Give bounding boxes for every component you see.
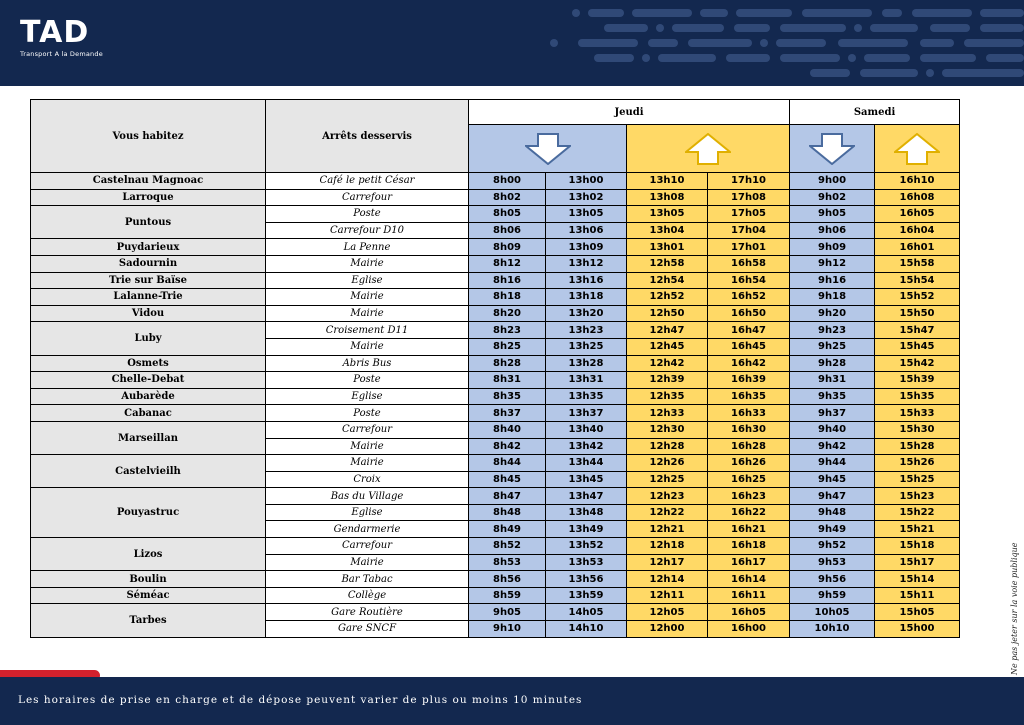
town-cell: Trie sur Baïse bbox=[31, 272, 266, 289]
stop-cell: Eglise bbox=[266, 272, 469, 289]
table-row bbox=[31, 421, 960, 438]
time-cell: 12h33 bbox=[627, 405, 708, 422]
time-cell: 16h50 bbox=[708, 305, 790, 322]
time-cell: 16h00 bbox=[708, 621, 790, 638]
time-cell: 16h21 bbox=[708, 521, 790, 538]
table-row bbox=[31, 173, 960, 190]
time-cell: 12h23 bbox=[627, 488, 708, 505]
time-cell: 13h53 bbox=[546, 554, 627, 571]
time-cell: 9h35 bbox=[790, 388, 875, 405]
time-cell: 8h56 bbox=[469, 571, 546, 588]
stop-cell: Carrefour D10 bbox=[266, 222, 469, 239]
town-cell: Lizos bbox=[31, 538, 266, 571]
time-cell: 15h18 bbox=[875, 538, 960, 555]
town-cell: Vidou bbox=[31, 305, 266, 322]
time-cell: 16h26 bbox=[708, 455, 790, 472]
time-cell: 12h58 bbox=[627, 255, 708, 272]
time-cell: 12h28 bbox=[627, 438, 708, 455]
time-cell: 13h25 bbox=[546, 338, 627, 355]
stop-cell: Poste bbox=[266, 372, 469, 389]
table-row bbox=[31, 604, 960, 621]
time-cell: 9h20 bbox=[790, 305, 875, 322]
time-cell: 12h25 bbox=[627, 471, 708, 488]
time-cell: 15h42 bbox=[875, 355, 960, 372]
time-cell: 13h09 bbox=[546, 239, 627, 256]
town-cell: Sadournin bbox=[31, 255, 266, 272]
time-cell: 12h26 bbox=[627, 455, 708, 472]
time-cell: 12h39 bbox=[627, 372, 708, 389]
time-cell: 12h45 bbox=[627, 338, 708, 355]
time-cell: 9h42 bbox=[790, 438, 875, 455]
time-cell: 14h10 bbox=[546, 621, 627, 638]
time-cell: 9h09 bbox=[790, 239, 875, 256]
time-cell: 16h52 bbox=[708, 289, 790, 306]
town-cell: Puydarieux bbox=[31, 239, 266, 256]
time-cell: 12h42 bbox=[627, 355, 708, 372]
town-cell: Puntous bbox=[31, 206, 266, 239]
table-row bbox=[31, 305, 960, 322]
footer-note: Les horaires de prise en charge et de dépose peuvent varier de plus ou moins 10 minutes bbox=[18, 694, 583, 706]
time-cell: 12h50 bbox=[627, 305, 708, 322]
time-cell: 15h33 bbox=[875, 405, 960, 422]
time-cell: 13h12 bbox=[546, 255, 627, 272]
time-cell: 8h44 bbox=[469, 455, 546, 472]
stop-cell: Mairie bbox=[266, 289, 469, 306]
time-cell: 12h00 bbox=[627, 621, 708, 638]
time-cell: 16h08 bbox=[875, 189, 960, 206]
time-cell: 16h42 bbox=[708, 355, 790, 372]
time-cell: 16h45 bbox=[708, 338, 790, 355]
time-cell: 13h49 bbox=[546, 521, 627, 538]
time-cell: 9h10 bbox=[469, 621, 546, 638]
time-cell: 16h05 bbox=[708, 604, 790, 621]
time-cell: 9h02 bbox=[790, 189, 875, 206]
town-cell: Luby bbox=[31, 322, 266, 355]
time-cell: 16h25 bbox=[708, 471, 790, 488]
table-row bbox=[31, 372, 960, 389]
time-cell: 16h35 bbox=[708, 388, 790, 405]
time-cell: 16h11 bbox=[708, 587, 790, 604]
time-cell: 8h20 bbox=[469, 305, 546, 322]
time-cell: 9h40 bbox=[790, 421, 875, 438]
time-cell: 16h18 bbox=[708, 538, 790, 555]
stop-cell: Mairie bbox=[266, 305, 469, 322]
logo-subtitle: Transport A la Demande bbox=[20, 50, 103, 58]
time-cell: 9h56 bbox=[790, 571, 875, 588]
schedule-table bbox=[30, 99, 960, 638]
time-cell: 13h45 bbox=[546, 471, 627, 488]
table-row bbox=[31, 189, 960, 206]
stop-cell: Mairie bbox=[266, 438, 469, 455]
time-cell: 12h22 bbox=[627, 504, 708, 521]
time-cell: 9h45 bbox=[790, 471, 875, 488]
time-cell: 16h22 bbox=[708, 504, 790, 521]
town-cell: Castelnau Magnoac bbox=[31, 173, 266, 190]
table-row bbox=[31, 587, 960, 604]
time-cell: 12h05 bbox=[627, 604, 708, 621]
time-cell: 17h05 bbox=[708, 206, 790, 223]
time-cell: 8h18 bbox=[469, 289, 546, 306]
time-cell: 8h02 bbox=[469, 189, 546, 206]
time-cell: 16h28 bbox=[708, 438, 790, 455]
time-cell: 13h06 bbox=[546, 222, 627, 239]
time-cell: 16h54 bbox=[708, 272, 790, 289]
stop-cell: Eglise bbox=[266, 504, 469, 521]
time-cell: 8h45 bbox=[469, 471, 546, 488]
time-cell: 8h53 bbox=[469, 554, 546, 571]
decorative-dots-pattern bbox=[540, 2, 1024, 82]
time-cell: 13h00 bbox=[546, 173, 627, 190]
table-row bbox=[31, 272, 960, 289]
time-cell: 15h45 bbox=[875, 338, 960, 355]
time-cell: 15h22 bbox=[875, 504, 960, 521]
time-cell: 12h52 bbox=[627, 289, 708, 306]
stop-cell: Carrefour bbox=[266, 538, 469, 555]
time-cell: 12h47 bbox=[627, 322, 708, 339]
time-cell: 9h52 bbox=[790, 538, 875, 555]
time-cell: 13h05 bbox=[546, 206, 627, 223]
arrow-up-icon bbox=[894, 133, 940, 165]
table-row bbox=[31, 355, 960, 372]
time-cell: 16h14 bbox=[708, 571, 790, 588]
table-row bbox=[31, 405, 960, 422]
stop-cell: Mairie bbox=[266, 455, 469, 472]
time-cell: 9h00 bbox=[790, 173, 875, 190]
time-cell: 9h47 bbox=[790, 488, 875, 505]
time-cell: 9h25 bbox=[790, 338, 875, 355]
time-cell: 9h05 bbox=[790, 206, 875, 223]
time-cell: 9h23 bbox=[790, 322, 875, 339]
time-cell: 17h10 bbox=[708, 173, 790, 190]
stop-cell: Eglise bbox=[266, 388, 469, 405]
time-cell: 15h58 bbox=[875, 255, 960, 272]
logo-text: TAD bbox=[20, 15, 90, 50]
stop-cell: Carrefour bbox=[266, 189, 469, 206]
time-cell: 8h05 bbox=[469, 206, 546, 223]
time-cell: 16h10 bbox=[875, 173, 960, 190]
time-cell: 12h35 bbox=[627, 388, 708, 405]
time-cell: 8h31 bbox=[469, 372, 546, 389]
header-arrets-desservis: Arrêts desservis bbox=[266, 100, 469, 173]
time-cell: 16h58 bbox=[708, 255, 790, 272]
time-cell: 13h01 bbox=[627, 239, 708, 256]
time-cell: 8h09 bbox=[469, 239, 546, 256]
stop-cell: Carrefour bbox=[266, 421, 469, 438]
time-cell: 15h26 bbox=[875, 455, 960, 472]
time-cell: 17h08 bbox=[708, 189, 790, 206]
time-cell: 13h40 bbox=[546, 421, 627, 438]
time-cell: 16h23 bbox=[708, 488, 790, 505]
time-cell: 9h59 bbox=[790, 587, 875, 604]
stop-cell: Abris Bus bbox=[266, 355, 469, 372]
stop-cell: Mairie bbox=[266, 338, 469, 355]
table-row bbox=[31, 255, 960, 272]
jeudi-outbound-direction bbox=[469, 125, 627, 173]
table-row bbox=[31, 455, 960, 472]
time-cell: 16h39 bbox=[708, 372, 790, 389]
stop-cell: Mairie bbox=[266, 554, 469, 571]
time-cell: 8h28 bbox=[469, 355, 546, 372]
time-cell: 12h17 bbox=[627, 554, 708, 571]
jeudi-return-direction bbox=[627, 125, 790, 173]
time-cell: 9h12 bbox=[790, 255, 875, 272]
time-cell: 13h16 bbox=[546, 272, 627, 289]
town-cell: Larroque bbox=[31, 189, 266, 206]
time-cell: 12h14 bbox=[627, 571, 708, 588]
stop-cell: Croisement D11 bbox=[266, 322, 469, 339]
time-cell: 8h23 bbox=[469, 322, 546, 339]
samedi-return-direction bbox=[875, 125, 960, 173]
time-cell: 8h35 bbox=[469, 388, 546, 405]
time-cell: 9h44 bbox=[790, 455, 875, 472]
stop-cell: Poste bbox=[266, 405, 469, 422]
town-cell: Lalanne-Trie bbox=[31, 289, 266, 306]
time-cell: 16h47 bbox=[708, 322, 790, 339]
time-cell: 16h17 bbox=[708, 554, 790, 571]
time-cell: 16h04 bbox=[875, 222, 960, 239]
time-cell: 8h25 bbox=[469, 338, 546, 355]
town-cell: Séméac bbox=[31, 587, 266, 604]
time-cell: 17h04 bbox=[708, 222, 790, 239]
time-cell: 15h35 bbox=[875, 388, 960, 405]
town-cell: Castelvieilh bbox=[31, 455, 266, 488]
stop-cell: Croix bbox=[266, 471, 469, 488]
time-cell: 15h52 bbox=[875, 289, 960, 306]
time-cell: 8h42 bbox=[469, 438, 546, 455]
town-cell: Boulin bbox=[31, 571, 266, 588]
time-cell: 8h48 bbox=[469, 504, 546, 521]
time-cell: 13h52 bbox=[546, 538, 627, 555]
footer-banner bbox=[0, 677, 1024, 725]
time-cell: 15h21 bbox=[875, 521, 960, 538]
time-cell: 10h10 bbox=[790, 621, 875, 638]
arrow-down-icon bbox=[809, 133, 855, 165]
town-cell: Tarbes bbox=[31, 604, 266, 637]
stop-cell: Gare Routière bbox=[266, 604, 469, 621]
time-cell: 8h49 bbox=[469, 521, 546, 538]
time-cell: 16h30 bbox=[708, 421, 790, 438]
town-cell: Marseillan bbox=[31, 421, 266, 454]
time-cell: 9h18 bbox=[790, 289, 875, 306]
time-cell: 10h05 bbox=[790, 604, 875, 621]
stop-cell: Collège bbox=[266, 587, 469, 604]
time-cell: 9h49 bbox=[790, 521, 875, 538]
time-cell: 15h00 bbox=[875, 621, 960, 638]
time-cell: 9h05 bbox=[469, 604, 546, 621]
time-cell: 12h30 bbox=[627, 421, 708, 438]
stop-cell: Poste bbox=[266, 206, 469, 223]
time-cell: 13h18 bbox=[546, 289, 627, 306]
time-cell: 15h47 bbox=[875, 322, 960, 339]
time-cell: 9h31 bbox=[790, 372, 875, 389]
time-cell: 13h37 bbox=[546, 405, 627, 422]
time-cell: 13h08 bbox=[627, 189, 708, 206]
side-note: Ne pas jeter sur la voie publique bbox=[1010, 542, 1019, 675]
time-cell: 8h47 bbox=[469, 488, 546, 505]
table-row bbox=[31, 239, 960, 256]
arrow-down-icon bbox=[525, 133, 571, 165]
table-row bbox=[31, 322, 960, 339]
time-cell: 12h11 bbox=[627, 587, 708, 604]
time-cell: 13h35 bbox=[546, 388, 627, 405]
time-cell: 9h48 bbox=[790, 504, 875, 521]
time-cell: 12h18 bbox=[627, 538, 708, 555]
stop-cell: La Penne bbox=[266, 239, 469, 256]
tad-logo bbox=[20, 15, 112, 58]
time-cell: 9h16 bbox=[790, 272, 875, 289]
table-row bbox=[31, 206, 960, 223]
town-cell: Osmets bbox=[31, 355, 266, 372]
time-cell: 15h39 bbox=[875, 372, 960, 389]
arrow-up-icon bbox=[685, 133, 731, 165]
time-cell: 9h06 bbox=[790, 222, 875, 239]
time-cell: 15h25 bbox=[875, 471, 960, 488]
time-cell: 15h23 bbox=[875, 488, 960, 505]
time-cell: 13h10 bbox=[627, 173, 708, 190]
stop-cell: Mairie bbox=[266, 255, 469, 272]
town-cell: Chelle-Debat bbox=[31, 372, 266, 389]
time-cell: 15h05 bbox=[875, 604, 960, 621]
time-cell: 13h20 bbox=[546, 305, 627, 322]
table-row bbox=[31, 388, 960, 405]
time-cell: 15h14 bbox=[875, 571, 960, 588]
time-cell: 15h17 bbox=[875, 554, 960, 571]
time-cell: 13h59 bbox=[546, 587, 627, 604]
town-cell: Cabanac bbox=[31, 405, 266, 422]
time-cell: 15h11 bbox=[875, 587, 960, 604]
time-cell: 9h53 bbox=[790, 554, 875, 571]
stop-cell: Bas du Village bbox=[266, 488, 469, 505]
stop-cell: Bar Tabac bbox=[266, 571, 469, 588]
time-cell: 9h37 bbox=[790, 405, 875, 422]
samedi-outbound-direction bbox=[790, 125, 875, 173]
header-samedi: Samedi bbox=[790, 100, 960, 125]
table-row bbox=[31, 538, 960, 555]
time-cell: 9h28 bbox=[790, 355, 875, 372]
time-cell: 13h44 bbox=[546, 455, 627, 472]
time-cell: 13h04 bbox=[627, 222, 708, 239]
table-row bbox=[31, 488, 960, 505]
time-cell: 13h48 bbox=[546, 504, 627, 521]
header-jeudi: Jeudi bbox=[469, 100, 790, 125]
time-cell: 13h47 bbox=[546, 488, 627, 505]
time-cell: 13h28 bbox=[546, 355, 627, 372]
time-cell: 16h05 bbox=[875, 206, 960, 223]
time-cell: 8h06 bbox=[469, 222, 546, 239]
time-cell: 13h31 bbox=[546, 372, 627, 389]
schedule-body bbox=[31, 173, 960, 638]
time-cell: 14h05 bbox=[546, 604, 627, 621]
time-cell: 15h28 bbox=[875, 438, 960, 455]
time-cell: 13h56 bbox=[546, 571, 627, 588]
table-row bbox=[31, 571, 960, 588]
time-cell: 13h42 bbox=[546, 438, 627, 455]
header-banner bbox=[0, 0, 1024, 86]
time-cell: 12h54 bbox=[627, 272, 708, 289]
time-cell: 16h33 bbox=[708, 405, 790, 422]
map-pin-icon bbox=[90, 20, 112, 46]
time-cell: 16h01 bbox=[875, 239, 960, 256]
time-cell: 8h12 bbox=[469, 255, 546, 272]
time-cell: 8h16 bbox=[469, 272, 546, 289]
time-cell: 8h40 bbox=[469, 421, 546, 438]
time-cell: 8h59 bbox=[469, 587, 546, 604]
time-cell: 8h00 bbox=[469, 173, 546, 190]
table-row bbox=[31, 289, 960, 306]
stop-cell: Café le petit César bbox=[266, 173, 469, 190]
time-cell: 12h21 bbox=[627, 521, 708, 538]
time-cell: 8h37 bbox=[469, 405, 546, 422]
time-cell: 15h54 bbox=[875, 272, 960, 289]
header-vous-habitez: Vous habitez bbox=[31, 100, 266, 173]
time-cell: 15h30 bbox=[875, 421, 960, 438]
time-cell: 17h01 bbox=[708, 239, 790, 256]
town-cell: Aubarède bbox=[31, 388, 266, 405]
time-cell: 15h50 bbox=[875, 305, 960, 322]
stop-cell: Gendarmerie bbox=[266, 521, 469, 538]
time-cell: 8h52 bbox=[469, 538, 546, 555]
time-cell: 13h23 bbox=[546, 322, 627, 339]
town-cell: Pouyastruc bbox=[31, 488, 266, 538]
time-cell: 13h05 bbox=[627, 206, 708, 223]
time-cell: 13h02 bbox=[546, 189, 627, 206]
stop-cell: Gare SNCF bbox=[266, 621, 469, 638]
